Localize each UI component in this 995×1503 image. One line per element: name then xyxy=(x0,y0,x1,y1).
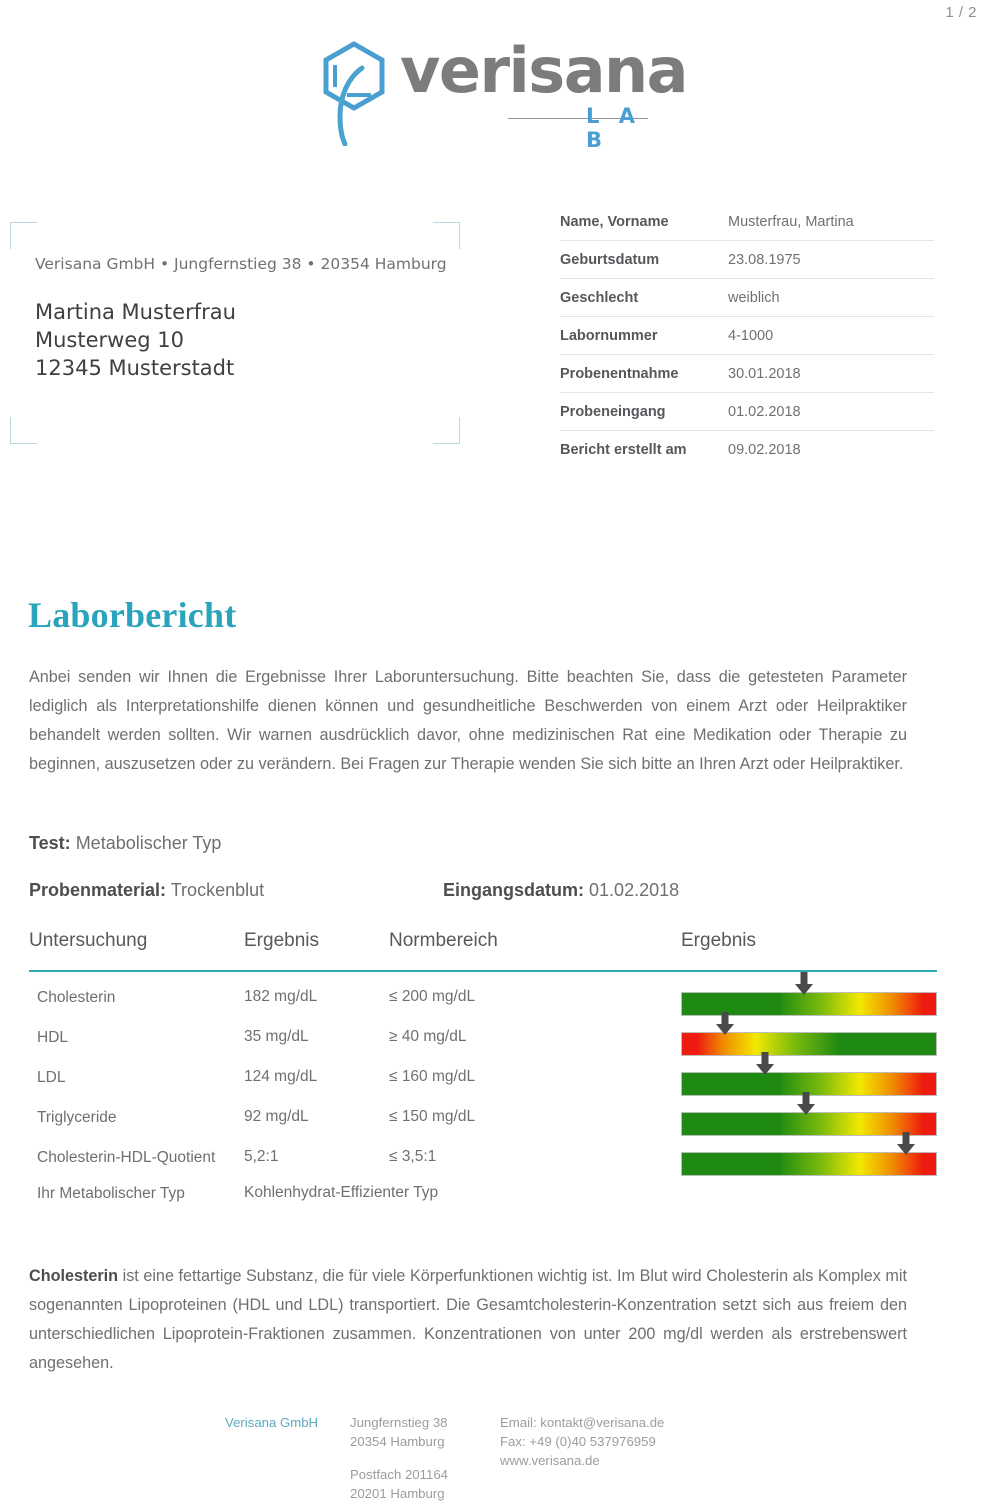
result-normal-range: ≥ 40 mg/dL xyxy=(389,1028,467,1045)
intro-paragraph: Anbei senden wir Ihnen die Ergebnisse Ihrer Laboruntersuchung. Bitte beachten Sie, dass die getesteten Parameter lediglich als Interpretationshilfe dienen können und gesundheitliche Beschwerden von einem Arzt oder Heilpraktiker behandelt werden sollten. Wir warnen ausdrücklich davor, ohne medizinischen Rat eine Medikation oder Therapie zu beginnen, auszusetzen oder zu verändern. Bei Fragen zur Therapie wenden Sie sich bitte an Ihren Arzt oder Heilpraktiker. xyxy=(29,668,907,773)
footer-street: Jungfernstieg 38 xyxy=(350,1415,448,1430)
patient-info-label: Bericht erstellt am xyxy=(560,442,687,458)
footer-email[interactable]: Email: kontakt@verisana.de xyxy=(500,1415,665,1430)
result-bar-chart-group xyxy=(29,972,937,1222)
explanation-paragraph xyxy=(29,1262,907,1378)
patient-info-value: 01.02.2018 xyxy=(728,393,934,431)
patient-info-label: Geschlecht xyxy=(560,279,728,317)
test-label: Test: xyxy=(29,833,71,853)
result-value: 182 mg/dL xyxy=(244,988,318,1005)
crop-mark-bottom-left xyxy=(10,417,37,444)
result-marker-arrow-icon xyxy=(715,1012,735,1036)
patient-info-row xyxy=(560,355,934,393)
footer-address xyxy=(350,1413,448,1503)
footer-website[interactable]: www.verisana.de xyxy=(500,1453,600,1468)
logo-lab-text: L A B xyxy=(586,104,641,152)
crop-mark-bottom-right xyxy=(433,417,460,444)
patient-info-value: 23.08.1975 xyxy=(728,241,934,279)
result-value: 92 mg/dL xyxy=(244,1108,309,1125)
explanation-term: Cholesterin xyxy=(29,1267,119,1285)
patient-info-value: 30.01.2018 xyxy=(728,355,934,393)
crop-mark-top-left xyxy=(10,222,37,249)
result-normal-range: ≤ 160 mg/dL xyxy=(389,1068,476,1085)
result-parameter-name: Ihr Metabolischer Typ xyxy=(37,1185,185,1202)
footer-city: 20354 Hamburg xyxy=(350,1434,445,1449)
result-parameter-name: Cholesterin-HDL-Quotient xyxy=(37,1149,216,1166)
result-range-bar-unit xyxy=(681,1152,937,1176)
received-date-line xyxy=(443,880,679,901)
address-block xyxy=(10,222,460,444)
result-marker-arrow-icon xyxy=(896,1132,916,1156)
result-parameter-name: Triglyceride xyxy=(37,1109,117,1126)
result-marker-arrow-icon xyxy=(794,972,814,996)
result-value: Kohlenhydrat-Effizienter Typ xyxy=(244,1184,439,1201)
patient-info-row xyxy=(560,241,934,279)
received-date-value: 01.02.2018 xyxy=(589,880,680,900)
result-value: 35 mg/dL xyxy=(244,1028,309,1045)
results-table xyxy=(29,930,937,1222)
page-title: Laborbericht xyxy=(28,595,237,635)
column-header-normbereich: Normbereich xyxy=(389,930,498,951)
footer-po-city: 20201 Hamburg xyxy=(350,1486,445,1501)
page-number: 1 / 2 xyxy=(945,4,977,21)
result-parameter-name: HDL xyxy=(37,1029,69,1046)
recipient-street: Musterweg 10 xyxy=(35,328,184,352)
patient-info-row xyxy=(560,431,934,469)
patient-info-label: Geburtsdatum xyxy=(560,241,728,279)
result-parameter-name: Cholesterin xyxy=(37,989,116,1006)
patient-info-label: Labornummer xyxy=(560,317,728,355)
result-value: 5,2:1 xyxy=(244,1148,279,1165)
test-value: Metabolischer Typ xyxy=(75,833,222,853)
patient-info-row xyxy=(560,279,934,317)
explanation-text: ist eine fettartige Substanz, die für viele Körperfunktionen wichtig ist. Im Blut wird Cholesterin als Komplex mit sogenannten Lipoproteinen (HDL und LDL) transportiert. Die Gesamtcholesterin-Konzentration setzt sich aus freiem den unterschiedlichen Lipoprotein-Fraktionen zusammen. Konzentrationen von unter 200 mg/dl werden als erstrebenswert angesehen. xyxy=(29,1267,907,1372)
recipient-name: Martina Musterfrau xyxy=(35,300,236,324)
column-header-ergebnis: Ergebnis xyxy=(244,930,319,951)
recipient-address xyxy=(35,298,236,382)
patient-info-label: Probeneingang xyxy=(560,393,728,431)
results-table-body xyxy=(29,972,937,1222)
column-header-ergebnis-chart: Ergebnis xyxy=(681,930,756,951)
column-header-untersuchung: Untersuchung xyxy=(29,930,148,951)
hexagon-leaf-logo-icon xyxy=(318,38,390,151)
results-table-header xyxy=(29,930,937,972)
patient-info-value: weiblich xyxy=(728,279,934,317)
sender-line: Verisana GmbH • Jungfernstieg 38 • 20354 Hamburg xyxy=(35,255,447,273)
result-marker-arrow-icon xyxy=(796,1092,816,1116)
result-marker-arrow-icon xyxy=(755,1052,775,1076)
footer-address-spacer xyxy=(350,1451,448,1465)
test-line xyxy=(29,833,221,854)
patient-info-row xyxy=(560,203,934,241)
footer-brand: Verisana GmbH xyxy=(225,1415,319,1430)
patient-info-label: Probenentnahme xyxy=(560,355,728,393)
footer-contact xyxy=(500,1413,664,1470)
sample-material-label: Probenmaterial: xyxy=(29,880,167,900)
patient-info-value: 4-1000 xyxy=(728,317,934,355)
footer-po-box: Postfach 201164 xyxy=(350,1467,449,1482)
patient-info-value: 09.02.2018 xyxy=(728,442,801,458)
patient-info-value: Musterfrau, Martina xyxy=(728,203,934,241)
received-date-label: Eingangsdatum: xyxy=(443,880,585,900)
patient-info-row xyxy=(560,393,934,431)
result-normal-range: ≤ 200 mg/dL xyxy=(389,988,476,1005)
result-value: 124 mg/dL xyxy=(244,1068,318,1085)
crop-mark-top-right xyxy=(433,222,460,249)
patient-info-row xyxy=(560,317,934,355)
sample-material-line xyxy=(29,880,264,901)
verisana-logo xyxy=(318,34,688,152)
logo-wordmark: verisana xyxy=(400,34,688,107)
result-range-bar-unit xyxy=(681,1032,937,1056)
recipient-city: 12345 Musterstadt xyxy=(35,356,235,380)
patient-info-label: Name, Vorname xyxy=(560,203,728,241)
result-parameter-name: LDL xyxy=(37,1069,66,1086)
patient-info-table xyxy=(560,203,934,468)
footer-fax: Fax: +49 (0)40 537976959 xyxy=(500,1434,656,1449)
result-normal-range: ≤ 3,5:1 xyxy=(389,1148,437,1165)
sample-material-value: Trockenblut xyxy=(170,880,265,900)
result-normal-range: ≤ 150 mg/dL xyxy=(389,1108,476,1125)
